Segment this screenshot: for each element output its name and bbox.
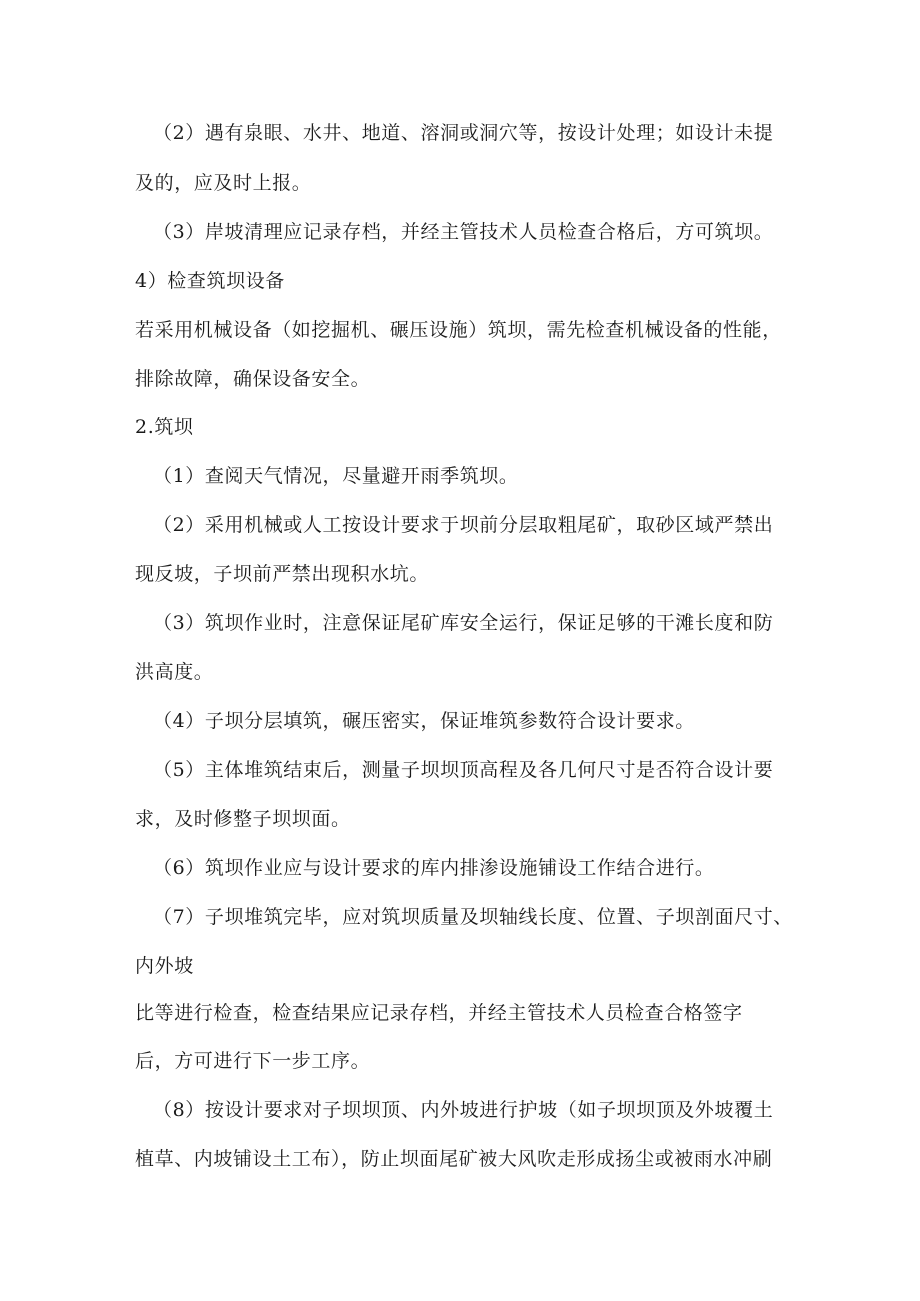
paragraph-line: （6）筑坝作业应与设计要求的库内排渗设施铺设工作结合进行。 <box>153 857 715 879</box>
paragraph-line: 植草、内坡铺设土工布），防止坝面尾矿被大风吹走形成扬尘或被雨水冲刷 <box>135 1148 773 1170</box>
paragraph-line: （2）遇有泉眼、水井、地道、溶洞或洞穴等，按设计处理；如设计未提 <box>153 122 774 144</box>
section-heading: 2.筑坝 <box>135 416 194 438</box>
paragraph-line: 现反坡，子坝前严禁出现积水坑。 <box>135 563 430 585</box>
section-heading: 4）检查筑坝设备 <box>135 270 285 292</box>
paragraph-line: （7）子坝堆筑完毕，应对筑坝质量及坝轴线长度、位置、子坝剖面尺寸、 <box>153 906 793 928</box>
paragraph-line: 求，及时修整子坝坝面。 <box>135 808 351 830</box>
paragraph-line: 若采用机械设备（如挖掘机、碾压设施）筑坝，需先检查机械设备的性能， <box>135 319 782 341</box>
paragraph-line: （1）查阅天气情况，尽量避开雨季筑坝。 <box>153 465 519 487</box>
paragraph-line: 比等进行检查，检查结果应记录存档，并经主管技术人员检查合格签字 <box>135 1002 743 1024</box>
paragraph-line: （3）筑坝作业时，注意保证尾矿库安全运行，保证足够的干滩长度和防 <box>153 612 774 634</box>
paragraph-line: （8）按设计要求对子坝坝顶、内外坡进行护坡（如子坝坝顶及外坡覆土 <box>153 1099 774 1121</box>
paragraph-line: 后，方可进行下一步工序。 <box>135 1050 371 1072</box>
paragraph-line: 洪高度。 <box>135 661 214 683</box>
paragraph-line: （4）子坝分层填筑，碾压密实，保证堆筑参数符合设计要求。 <box>153 710 695 732</box>
paragraph-line: 内外坡 <box>135 955 194 977</box>
paragraph-line: （5）主体堆筑结束后，测量子坝坝顶高程及各几何尺寸是否符合设计要 <box>153 759 774 781</box>
paragraph-line: （2）采用机械或人工按设计要求于坝前分层取粗尾矿，取砂区域严禁出 <box>153 514 774 536</box>
paragraph-line: 及的，应及时上报。 <box>135 172 312 194</box>
paragraph-line: 排除故障，确保设备安全。 <box>135 368 371 390</box>
paragraph-line: （3）岸坡清理应记录存档，并经主管技术人员检查合格后，方可筑坝。 <box>153 221 774 243</box>
